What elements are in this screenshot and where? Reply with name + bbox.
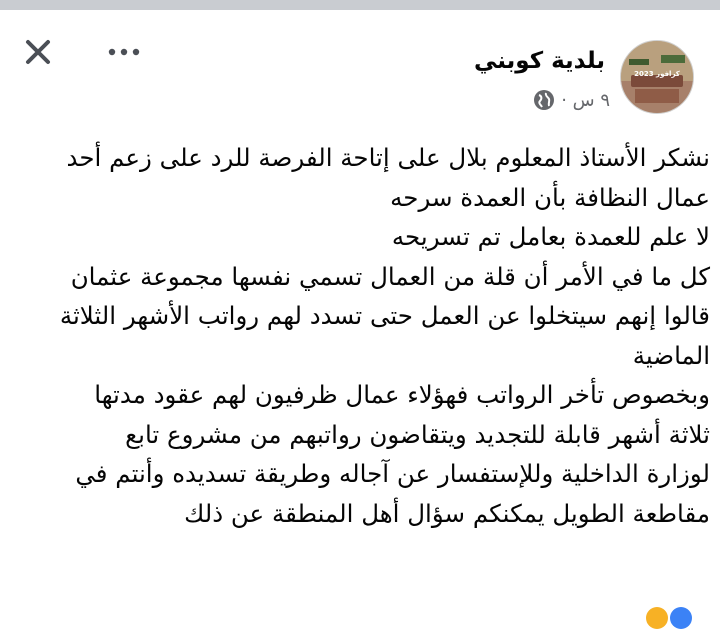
reaction-icon[interactable] xyxy=(646,607,668,629)
post-line: ثلاثة أشهر قابلة للتجديد ويتقاضون رواتبهم من مشروع تابع xyxy=(125,419,710,449)
post-time[interactable]: ٩ س · xyxy=(561,89,610,111)
post-line: عمال النظافة بأن العمدة سرحه xyxy=(390,182,710,212)
post-line: لوزارة الداخلية وللإستفسار عن آجاله وطريقة تسديده وأنتم في xyxy=(75,459,710,488)
post-line: وبخصوص تأخر الرواتب فهؤلاء عمال ظرفيون لهم عقود مدتها xyxy=(94,380,710,409)
post-body xyxy=(14,138,710,533)
top-divider xyxy=(0,0,720,10)
post-line: مقاطعة الطويل يمكنكم سؤال أهل المنطقة عن ذلك xyxy=(184,498,710,528)
post-line: كل ما في الأمر أن قلة من العمال تسمي نفسها مجموعة عثمان xyxy=(70,261,710,291)
post-line: قالوا إنهم سيتخلوا عن العمل حتى تسدد لهم رواتب الأشهر الثلاثة xyxy=(59,301,710,330)
page-avatar[interactable] xyxy=(620,40,694,114)
post-line: لا علم للعمدة بعامل تم تسريحه xyxy=(391,222,710,251)
more-options-button[interactable] xyxy=(104,38,144,66)
close-icon xyxy=(24,38,52,66)
globe-icon xyxy=(533,89,555,111)
avatar-badge-text: كرافور 2023 xyxy=(634,70,680,78)
like-reaction-icon[interactable] xyxy=(670,607,692,629)
post-line: نشكر الأستاذ المعلوم بلال على إتاحة الفرصة للرد على زعم أحد xyxy=(66,143,710,172)
page-name-link[interactable]: بلدية كوبني xyxy=(474,48,605,74)
more-horizontal-icon xyxy=(107,47,141,57)
post-line: الماضية xyxy=(632,340,710,370)
post-header xyxy=(0,10,720,120)
close-button[interactable] xyxy=(18,32,58,72)
post-meta xyxy=(533,88,610,112)
